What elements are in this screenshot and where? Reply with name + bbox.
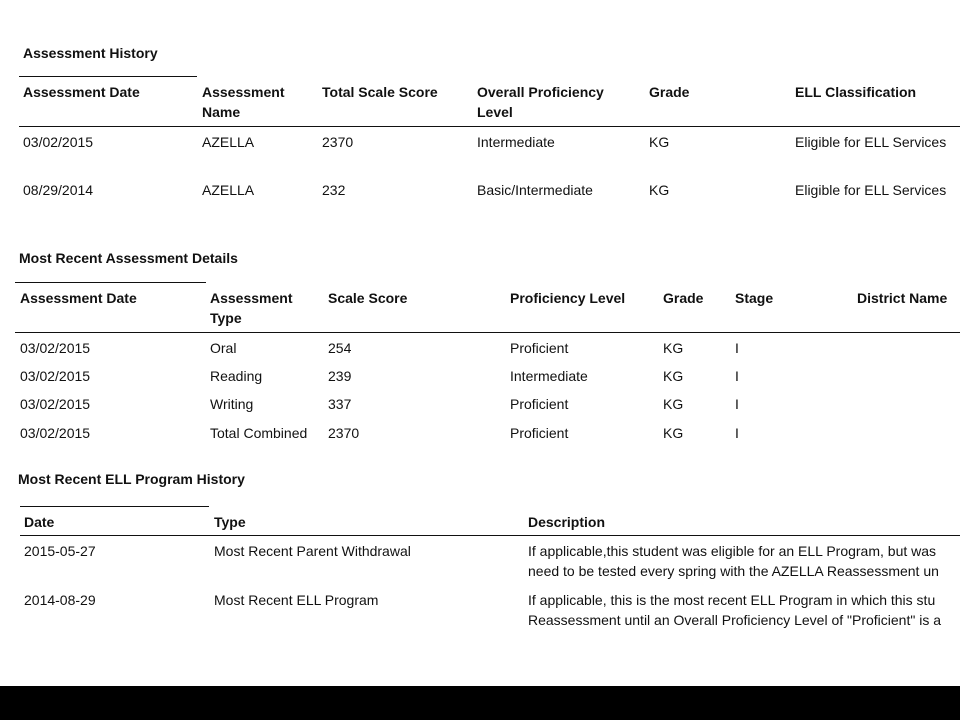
col-header-grade: Grade (663, 290, 704, 306)
cell-level: Basic/Intermediate (477, 182, 593, 198)
col-header-district-name: District Name (857, 290, 948, 306)
col-header-assessment-date: Assessment Date (23, 84, 140, 100)
col-header-scale-score: Scale Score (328, 290, 408, 306)
section-title: Assessment History (23, 45, 158, 61)
cell-ell: Eligible for ELL Services (795, 182, 947, 198)
cell-type: Writing (210, 396, 254, 412)
cell-score: 337 (328, 396, 352, 412)
cell-score: 2370 (328, 425, 360, 441)
cell-level: Intermediate (510, 368, 588, 384)
title-underline (15, 282, 206, 283)
header-rule (15, 332, 960, 333)
cell-score: 2370 (322, 134, 354, 150)
col-header-stage: Stage (735, 290, 774, 306)
cell-description-line: Reassessment until an Overall Proficiency Level of "Proficient" is a (528, 612, 942, 628)
col-header-assessment-type: Assessment Type (210, 290, 293, 326)
cell-date: 03/02/2015 (20, 396, 91, 412)
cell-date: 2014-08-29 (24, 592, 96, 608)
cell-type: Most Recent Parent Withdrawal (214, 543, 411, 559)
bottom-black-band (0, 686, 960, 720)
header-rule (19, 126, 960, 127)
col-header-assessment-name: Assessment Name (202, 84, 285, 120)
cell-description-line: need to be tested every spring with the AZELLA Reassessment un (528, 563, 939, 579)
cell-score: 254 (328, 340, 352, 356)
cell-grade: KG (649, 182, 670, 198)
col-header-proficiency-level: Proficiency Level (510, 290, 626, 306)
cell-grade: KG (663, 340, 684, 356)
col-header-total-scale-score: Total Scale Score (322, 84, 438, 100)
cell-level: Proficient (510, 425, 569, 441)
col-header-type: Type (214, 514, 246, 530)
cell-stage: I (735, 425, 739, 441)
header-rule (20, 535, 960, 536)
title-underline (19, 76, 197, 77)
cell-name: AZELLA (202, 134, 255, 150)
cell-grade: KG (663, 425, 684, 441)
section-title: Most Recent Assessment Details (19, 250, 238, 266)
cell-date: 08/29/2014 (23, 182, 94, 198)
cell-stage: I (735, 340, 739, 356)
cell-type: Total Combined (210, 425, 308, 441)
cell-name: AZELLA (202, 182, 255, 198)
cell-date: 03/02/2015 (20, 340, 91, 356)
col-header-assessment-date: Assessment Date (20, 290, 137, 306)
cell-type: Most Recent ELL Program (214, 592, 379, 608)
cell-level: Intermediate (477, 134, 555, 150)
cell-date: 03/02/2015 (20, 368, 91, 384)
cell-type: Oral (210, 340, 237, 356)
col-header-date: Date (24, 514, 55, 530)
cell-date: 03/02/2015 (20, 425, 91, 441)
cell-description-line: If applicable, this is the most recent ELL Program in which this stu (528, 592, 936, 608)
cell-description-line: If applicable,this student was eligible for an ELL Program, but was (528, 543, 937, 559)
col-header-description: Description (528, 514, 606, 530)
cell-stage: I (735, 396, 739, 412)
cell-level: Proficient (510, 396, 569, 412)
cell-stage: I (735, 368, 739, 384)
cell-level: Proficient (510, 340, 569, 356)
cell-type: Reading (210, 368, 263, 384)
section-title: Most Recent ELL Program History (18, 471, 245, 487)
cell-score: 232 (322, 182, 346, 198)
cell-date: 03/02/2015 (23, 134, 94, 150)
cell-ell: Eligible for ELL Services (795, 134, 947, 150)
cell-grade: KG (649, 134, 670, 150)
col-header-overall-proficiency-level: Overall Proficiency Level (477, 84, 604, 120)
cell-date: 2015-05-27 (24, 543, 96, 559)
cell-grade: KG (663, 368, 684, 384)
cell-score: 239 (328, 368, 352, 384)
col-header-grade: Grade (649, 84, 690, 100)
col-header-ell-classification: ELL Classification (795, 84, 917, 100)
cell-grade: KG (663, 396, 684, 412)
title-underline (20, 506, 209, 507)
